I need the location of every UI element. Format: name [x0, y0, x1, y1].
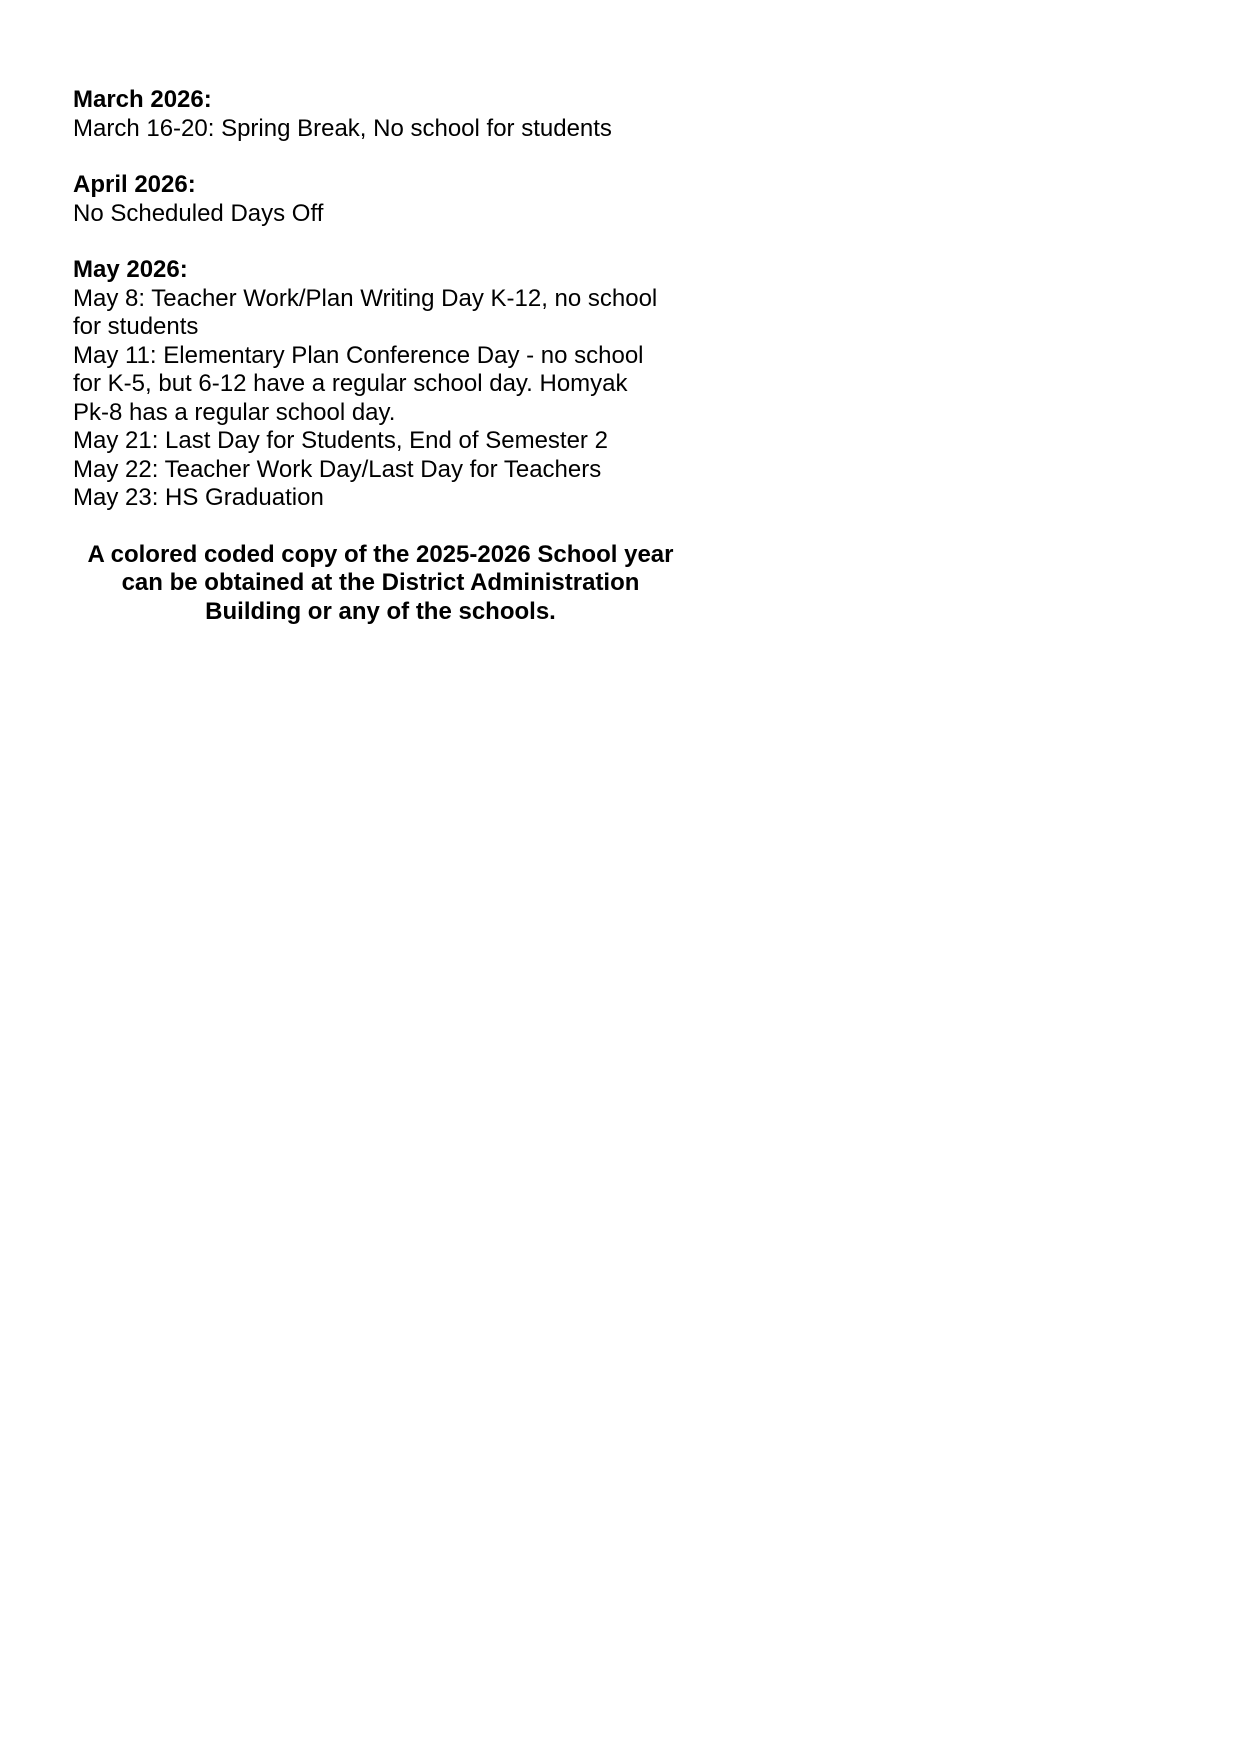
calendar-entry: May 21: Last Day for Students, End of Semester 2	[73, 427, 608, 454]
calendar-entry: May 23: HS Graduation	[73, 484, 324, 511]
section-april-2026	[73, 171, 713, 228]
note-line: Building or any of the schools.	[205, 597, 556, 625]
calendar-entry: No Scheduled Days Off	[73, 199, 324, 227]
section-may-2026	[73, 256, 713, 513]
calendar-entry: Pk-8 has a regular school day.	[73, 398, 396, 426]
calendar-entry: May 11: Elementary Plan Conference Day - no school	[73, 341, 644, 369]
section-heading: March 2026:	[73, 86, 212, 113]
calendar-entry: for K-5, but 6-12 have a regular school day. Homyak	[73, 370, 628, 397]
section-heading: May 2026:	[73, 256, 188, 283]
color-coded-copy-note	[73, 541, 688, 627]
calendar-entry: for students	[73, 313, 199, 340]
section-heading: April 2026:	[73, 171, 196, 198]
document-page	[73, 86, 713, 626]
note-line: A colored coded copy of the 2025-2026 School year	[87, 540, 674, 568]
section-march-2026	[73, 86, 713, 143]
calendar-entry: March 16-20: Spring Break, No school for students	[73, 114, 612, 142]
calendar-entry: May 8: Teacher Work/Plan Writing Day K-12, no school	[73, 284, 658, 312]
note-line: can be obtained at the District Administration	[121, 569, 640, 596]
calendar-entry: May 22: Teacher Work Day/Last Day for Teachers	[73, 455, 602, 483]
